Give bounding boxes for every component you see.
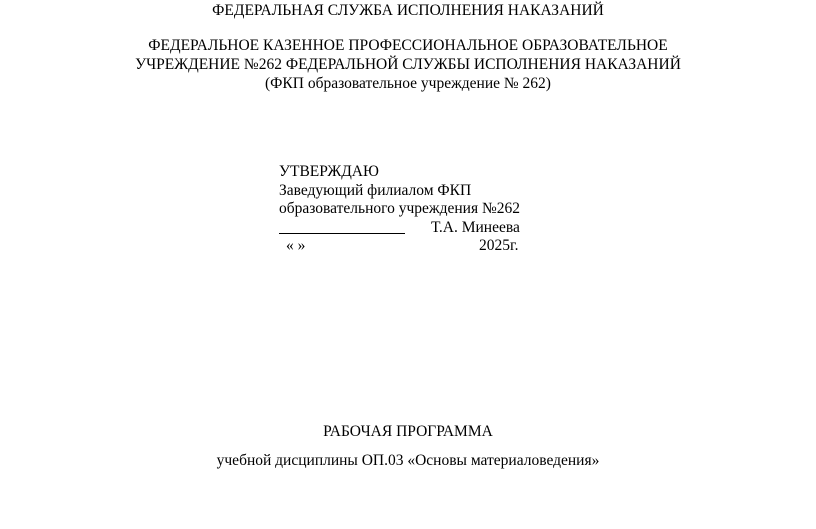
institution-name-line1: ФЕДЕРАЛЬНОЕ КАЗЕННОЕ ПРОФЕССИОНАЛЬНОЕ ОБРАЗОВАТЕЛЬНОЕ xyxy=(148,37,668,54)
approver-position-line2: образовательного учреждения №262 xyxy=(279,200,521,217)
approval-block xyxy=(279,163,539,256)
document-title: РАБОЧАЯ ПРОГРАММА xyxy=(323,423,493,440)
date-day-quotes: « » xyxy=(286,237,306,254)
institution-name-line2: УЧРЕЖДЕНИЕ №262 ФЕДЕРАЛЬНОЙ СЛУЖБЫ ИСПОЛНЕНИЯ НАКАЗАНИЙ xyxy=(135,56,681,73)
agency-title: ФЕДЕРАЛЬНАЯ СЛУЖБА ИСПОЛНЕНИЯ НАКАЗАНИЙ xyxy=(212,2,604,19)
signer-name: Т.А. Минеева xyxy=(431,218,520,236)
signature-line xyxy=(279,219,405,234)
date-year: 2025г. xyxy=(479,237,519,254)
institution-short-name: (ФКП образовательное учреждение № 262) xyxy=(265,75,551,92)
approval-title: УТВЕРЖДАЮ xyxy=(279,163,379,180)
document-subtitle: учебной дисциплины ОП.03 «Основы материаловедения» xyxy=(216,452,600,469)
date-row xyxy=(279,237,539,256)
signature-row xyxy=(279,219,539,238)
approver-position-line1: Заведующий филиалом ФКП xyxy=(279,181,472,199)
